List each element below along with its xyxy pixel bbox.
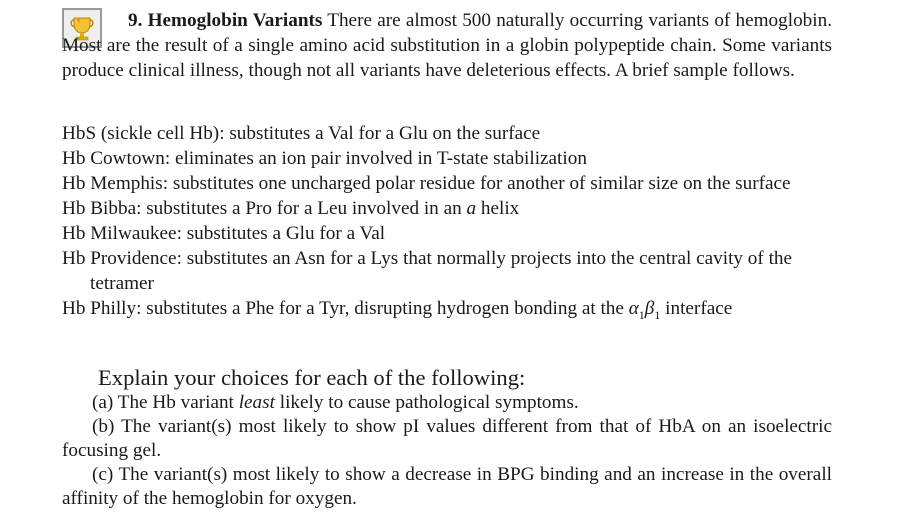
question-b: (b) The variant(s) most likely to show pI values different from that of HbA on an isoelectric focusing gel.: [62, 416, 832, 461]
variant-hbs: HbS (sickle cell Hb): substitutes a Val for a Glu on the surface: [62, 123, 541, 144]
variant-bibba-tail: helix: [476, 198, 520, 219]
question-list: [62, 391, 832, 511]
variant-memphis: Hb Memphis: substitutes one uncharged polar residue for another of similar size on the surface: [62, 173, 791, 194]
alpha-subscript: 1: [638, 307, 645, 322]
question-a-tail: likely to cause pathological symptoms.: [274, 392, 579, 413]
alpha-symbol: α: [628, 298, 639, 319]
problem-number: 9.: [128, 10, 143, 31]
variant-cowtown: Hb Cowtown: eliminates an ion pair involved in T-state stabilization: [62, 148, 587, 169]
question-a: [62, 391, 832, 415]
variant-milwaukee: Hb Milwaukee: substitutes a Glu for a Val: [62, 223, 386, 244]
explain-heading: Explain your choices for each of the following:: [98, 365, 526, 390]
variant-bibba: [62, 196, 832, 221]
variant-bibba-italic: a: [466, 198, 477, 219]
question-a-text: (a) The Hb variant: [92, 392, 239, 413]
beta-symbol: β: [644, 298, 655, 319]
variant-philly: [62, 296, 832, 321]
variant-bibba-text: Hb Bibba: substitutes a Pro for a Leu involved in an: [62, 198, 467, 219]
problem-title: Hemoglobin Variants: [147, 10, 323, 31]
problem-intro: [62, 8, 832, 83]
variant-list: [62, 121, 832, 321]
variant-philly-tail: interface: [660, 298, 733, 319]
problem-intro-text: There are almost 500 naturally occurring variants of hemoglobin. Most are the result of a single amino acid substitution in a globin polypeptide chain. Some variants produce clinical illness, though not all variants have deleterious effects. A brief sample follows.: [62, 10, 832, 81]
beta-subscript: 1: [654, 307, 661, 322]
variant-providence: Hb Providence: substitutes an Asn for a Lys that normally projects into the central cavity of the tetramer: [62, 248, 793, 294]
question-c: (c) The variant(s) most likely to show a decrease in BPG binding and an increase in the overall affinity of the hemoglobin for oxygen.: [62, 464, 832, 509]
question-a-italic: least: [238, 392, 275, 413]
variant-philly-text: Hb Philly: substitutes a Phe for a Tyr, disrupting hydrogen bonding at the: [62, 298, 629, 319]
